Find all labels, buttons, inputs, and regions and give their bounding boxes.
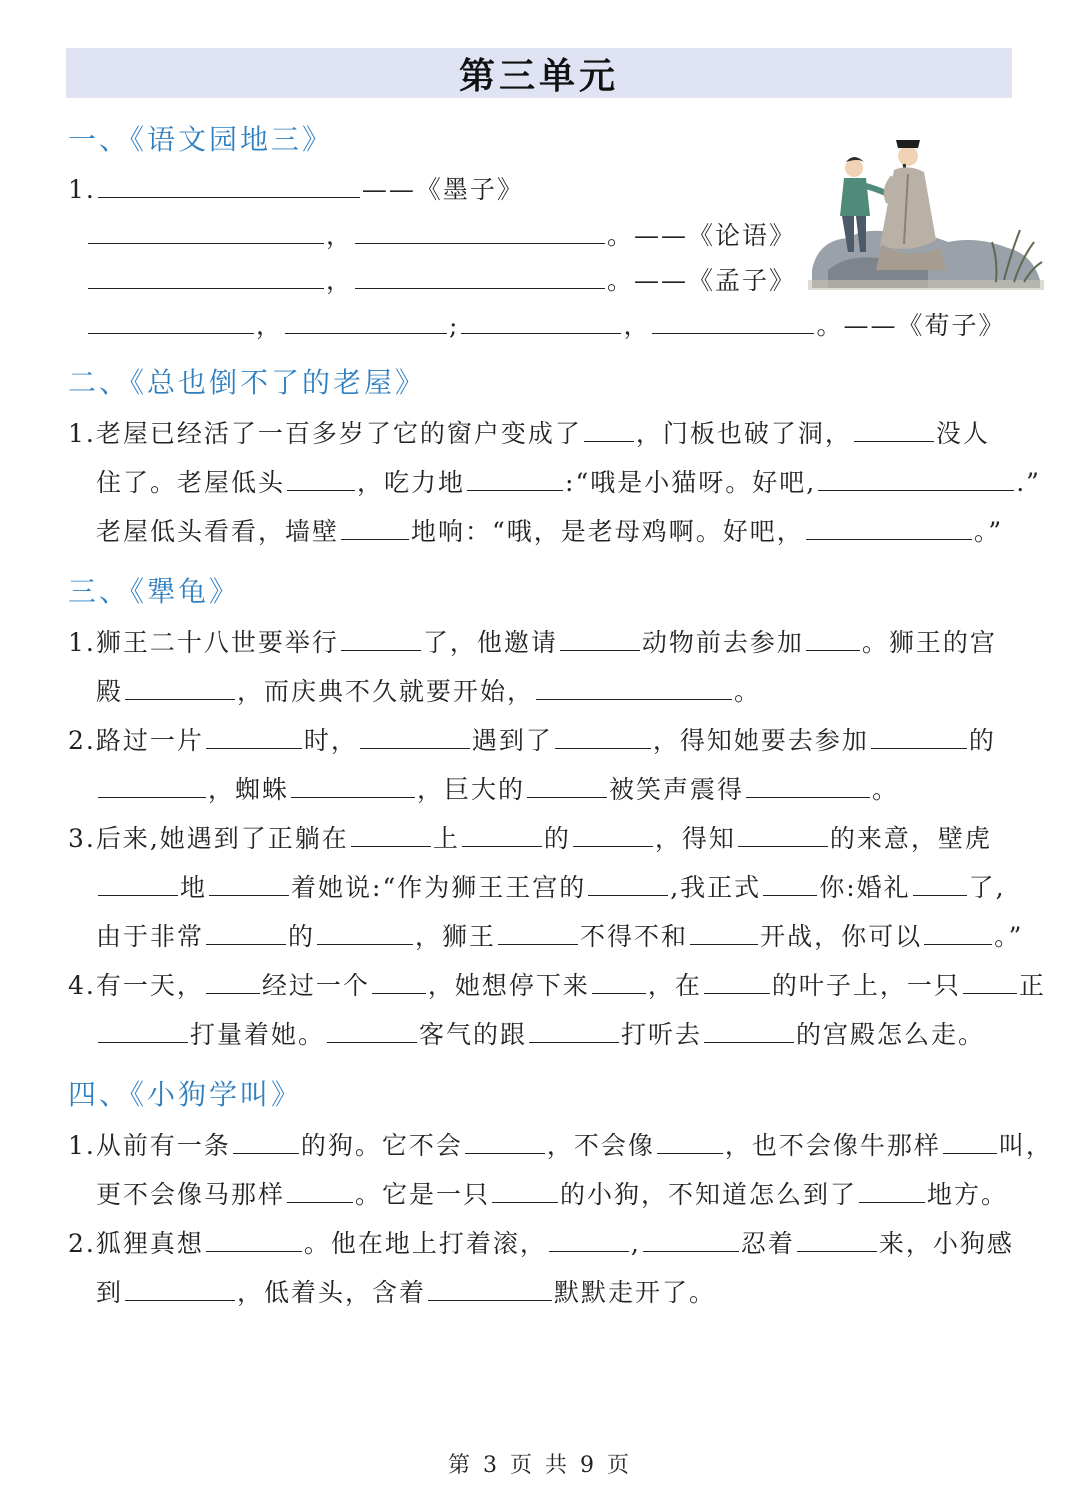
line-text: 着她说:“作为狮王王宫的 <box>291 873 587 902</box>
line-text: 。” <box>973 517 1004 546</box>
answer-blank[interactable] <box>746 775 870 798</box>
answer-blank[interactable] <box>88 311 254 334</box>
answer-blank[interactable] <box>643 1229 739 1252</box>
line-text: 3.后来,她遇到了正躺在 <box>68 824 349 853</box>
answer-blank[interactable] <box>924 922 992 945</box>
line-text: ， <box>326 266 354 295</box>
answer-blank[interactable] <box>555 726 651 749</box>
line-text: ，门板也破了洞， <box>635 419 852 448</box>
line-text: ，低着头，含着 <box>237 1278 427 1307</box>
line-text: 的小狗，不知道怎么到了 <box>560 1180 858 1209</box>
answer-blank[interactable] <box>913 873 967 896</box>
line-text: 殿 <box>96 677 124 706</box>
s1-line-3 <box>86 261 796 297</box>
line-text: 正 <box>1018 971 1046 1000</box>
line-text: 你:婚礼 <box>819 873 911 902</box>
answer-blank[interactable] <box>98 873 178 896</box>
answer-blank[interactable] <box>355 221 605 244</box>
line-text: 忍着 <box>740 1229 795 1258</box>
line-text: 4.有一天， <box>68 971 204 1000</box>
line-text: 。——《荀子》 <box>816 311 1006 340</box>
answer-blank[interactable] <box>98 1020 188 1043</box>
line-text: ,我正式 <box>670 873 762 902</box>
line-text: ，也不会像牛那样 <box>724 1131 941 1160</box>
s1-line-1 <box>68 170 524 206</box>
s1-line-2 <box>86 216 796 252</box>
s3-line-2 <box>96 672 761 708</box>
unit-title-bar <box>66 48 1012 98</box>
line-text: 被笑声震得 <box>609 775 745 804</box>
line-text: 叫， <box>998 1131 1053 1160</box>
s2-line-1 <box>68 414 990 450</box>
answer-blank[interactable] <box>206 726 302 749</box>
line-text: 时， <box>303 726 358 755</box>
answer-blank[interactable] <box>818 468 1014 491</box>
answer-blank[interactable] <box>492 1180 558 1203</box>
line-text: 2.狐狸真想 <box>68 1229 204 1258</box>
section-heading-2: 二、《总也倒不了的老屋》 <box>68 366 427 399</box>
answer-blank[interactable] <box>428 1278 552 1301</box>
answer-blank[interactable] <box>657 1131 723 1154</box>
line-text: , <box>630 1229 641 1258</box>
answer-blank[interactable] <box>206 1229 302 1252</box>
line-text: 没人 <box>935 419 990 448</box>
line-text: 。——《孟子》 <box>607 266 797 295</box>
line-text: 地响：“哦，是老母鸡啊。好吧， <box>411 517 804 546</box>
line-text: 的宫殿怎么走。 <box>796 1020 986 1049</box>
answer-blank[interactable] <box>806 628 860 651</box>
line-text: 更不会像马那样 <box>96 1180 286 1209</box>
answer-blank[interactable] <box>592 971 646 994</box>
s3-line-4 <box>96 770 899 806</box>
line-text: 的来意，壁虎 <box>829 824 992 853</box>
line-text: ， <box>326 221 354 250</box>
line-text: 1.老屋已经活了一百多岁了它的窗户变成了 <box>68 419 582 448</box>
answer-blank[interactable] <box>125 1278 235 1301</box>
scholar-child-illustration <box>808 130 1044 290</box>
s3-line-9 <box>96 1015 985 1051</box>
line-text: 2.路过一片 <box>68 726 204 755</box>
answer-blank[interactable] <box>291 775 415 798</box>
answer-blank[interactable] <box>206 922 286 945</box>
page-title: 第三单元 <box>458 54 619 97</box>
answer-blank[interactable] <box>859 1180 925 1203</box>
line-text: 的叶子上，一只 <box>771 971 961 1000</box>
s1-line-4 <box>86 306 1005 342</box>
answer-blank[interactable] <box>327 1020 417 1043</box>
line-text: 1. <box>68 175 96 204</box>
answer-blank[interactable] <box>209 873 289 896</box>
answer-blank[interactable] <box>584 419 634 442</box>
s3-line-3 <box>68 721 996 757</box>
line-text: 打听去 <box>621 1020 703 1049</box>
answer-blank[interactable] <box>652 311 814 334</box>
answer-blank[interactable] <box>341 517 409 540</box>
line-text: ， <box>256 311 284 340</box>
line-text: ——《墨子》 <box>361 175 524 204</box>
answer-blank[interactable] <box>233 1131 299 1154</box>
s4-line-1 <box>68 1126 1053 1162</box>
s3-line-1 <box>68 623 997 659</box>
answer-blank[interactable] <box>588 873 668 896</box>
line-text: 打量着她。 <box>190 1020 326 1049</box>
s2-line-2 <box>96 463 1041 499</box>
s2-line-3 <box>96 512 1003 548</box>
line-text: .” <box>1016 468 1041 497</box>
line-text: 上 <box>432 824 460 853</box>
line-text: 。——《论语》 <box>607 221 797 250</box>
line-text: ，得知 <box>654 824 736 853</box>
section-heading-4: 四、《小狗学叫》 <box>68 1078 303 1111</box>
line-text: ，而庆典不久就要开始， <box>237 677 535 706</box>
line-text: 了，他邀请 <box>422 628 558 657</box>
answer-blank[interactable] <box>465 1131 545 1154</box>
line-text: 经过一个 <box>261 971 370 1000</box>
answer-blank[interactable] <box>341 628 421 651</box>
page-footer: 第 3 页 共 9 页 <box>448 1453 632 1478</box>
s4-line-4 <box>96 1273 716 1309</box>
answer-blank[interactable] <box>351 824 431 847</box>
s3-line-8 <box>68 966 1046 1002</box>
line-text: 1.狮王二十八世要举行 <box>68 628 339 657</box>
line-text: ，狮王 <box>415 922 497 951</box>
answer-blank[interactable] <box>467 468 563 491</box>
answer-blank[interactable] <box>943 1131 997 1154</box>
answer-blank[interactable] <box>529 1020 619 1043</box>
answer-blank[interactable] <box>355 266 605 289</box>
section-heading-1: 一、《语文园地三》 <box>68 123 334 156</box>
line-text: 开战，你可以 <box>760 922 923 951</box>
answer-blank[interactable] <box>206 971 260 994</box>
line-text: ， <box>623 311 651 340</box>
answer-blank[interactable] <box>527 775 607 798</box>
answer-blank[interactable] <box>285 311 447 334</box>
answer-blank[interactable] <box>461 311 621 334</box>
answer-blank[interactable] <box>573 824 653 847</box>
line-text: 动物前去参加 <box>641 628 804 657</box>
answer-blank[interactable] <box>704 971 770 994</box>
answer-blank[interactable] <box>763 873 817 896</box>
answer-blank[interactable] <box>549 1229 629 1252</box>
answer-blank[interactable] <box>125 677 235 700</box>
s3-line-7 <box>96 917 1023 953</box>
line-text: 的狗。它不会 <box>300 1131 463 1160</box>
line-text: 地 <box>180 873 208 902</box>
answer-blank[interactable] <box>536 677 732 700</box>
answer-blank[interactable] <box>854 419 934 442</box>
answer-blank[interactable] <box>287 1180 353 1203</box>
line-text: 到 <box>96 1278 124 1307</box>
line-text: 住了。老屋低头 <box>96 468 286 497</box>
answer-blank[interactable] <box>98 175 360 198</box>
answer-blank[interactable] <box>963 971 1017 994</box>
line-text: ，在 <box>647 971 702 1000</box>
line-text: 遇到了 <box>471 726 553 755</box>
line-text: 地方。 <box>927 1180 1009 1209</box>
answer-blank[interactable] <box>88 221 324 244</box>
answer-blank[interactable] <box>690 922 758 945</box>
line-text: 老屋低头看看，墙壁 <box>96 517 340 546</box>
line-text: 由于非常 <box>96 922 205 951</box>
answer-blank[interactable] <box>704 1020 794 1043</box>
answer-blank[interactable] <box>738 824 828 847</box>
line-text: 。” <box>994 922 1024 951</box>
line-text: 客气的跟 <box>419 1020 528 1049</box>
line-text: 。 <box>872 775 900 804</box>
line-text: :“哦是小猫呀。好吧, <box>565 468 817 497</box>
line-text: ，蜘蛛 <box>208 775 290 804</box>
line-text: 。它是一只 <box>355 1180 491 1209</box>
answer-blank[interactable] <box>462 824 542 847</box>
line-text: 来，小狗感 <box>878 1229 1014 1258</box>
line-text: ，巨大的 <box>417 775 526 804</box>
line-text: ，她想停下来 <box>427 971 590 1000</box>
answer-blank[interactable] <box>88 266 324 289</box>
answer-blank[interactable] <box>360 726 470 749</box>
answer-blank[interactable] <box>317 922 413 945</box>
answer-blank[interactable] <box>98 775 206 798</box>
s3-line-6 <box>96 868 1006 904</box>
answer-blank[interactable] <box>806 517 972 540</box>
line-text: ，吃力地 <box>357 468 466 497</box>
answer-blank[interactable] <box>560 628 640 651</box>
s4-line-2 <box>96 1175 1008 1211</box>
answer-blank[interactable] <box>498 922 578 945</box>
line-text: ，得知她要去参加 <box>652 726 869 755</box>
answer-blank[interactable] <box>797 1229 877 1252</box>
line-text: 的 <box>968 726 996 755</box>
line-text: 。狮王的宫 <box>861 628 997 657</box>
line-text: 不得不和 <box>580 922 689 951</box>
answer-blank[interactable] <box>372 971 426 994</box>
line-text: ，不会像 <box>546 1131 655 1160</box>
line-text: 默默走开了。 <box>554 1278 717 1307</box>
section-heading-3: 三、《犟龟》 <box>68 575 241 608</box>
line-text: ; <box>449 311 460 340</box>
answer-blank[interactable] <box>871 726 967 749</box>
line-text: 的 <box>288 922 316 951</box>
answer-blank[interactable] <box>287 468 355 491</box>
line-text: 1.从前有一条 <box>68 1131 231 1160</box>
line-text: 。 <box>734 677 762 706</box>
line-text: 了, <box>968 873 1006 902</box>
s4-line-3 <box>68 1224 1014 1260</box>
line-text: 的 <box>543 824 571 853</box>
line-text: 。他在地上打着滚， <box>303 1229 547 1258</box>
s3-line-5 <box>68 819 992 855</box>
